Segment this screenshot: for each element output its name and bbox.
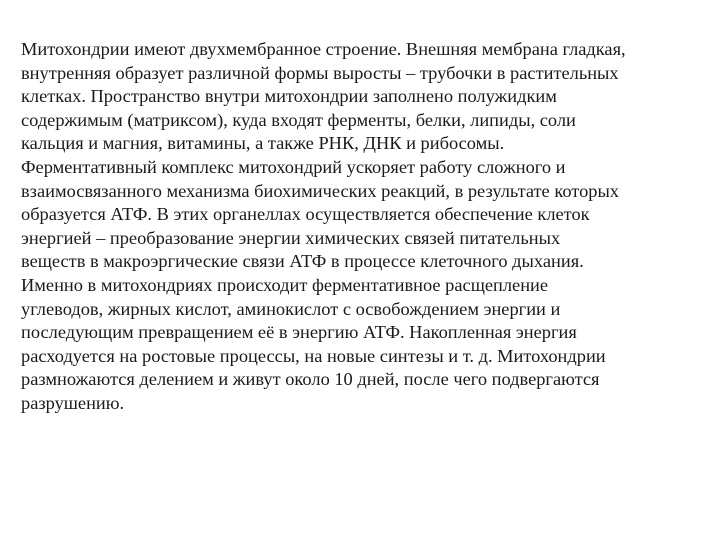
text-line: внутренняя образует различной формы выросты – трубочки в растительных bbox=[21, 62, 619, 83]
text-line: образуется АТФ. В этих органеллах осуществляется обеспечение клеток bbox=[21, 204, 590, 225]
text-line: взаимосвязанного механизма биохимических реакций, в результате которых bbox=[21, 180, 620, 201]
text-line: разрушению. bbox=[21, 392, 125, 413]
text-line: углеводов, жирных кислот, аминокислот с освобождением энергии и bbox=[21, 298, 561, 319]
text-line: Митохондрии имеют двухмембранное строение. Внешняя мембрана гладкая, bbox=[21, 39, 626, 59]
text-line: клетках. Пространство внутри митохондрии заполнено полужидким bbox=[21, 86, 557, 107]
text-line: веществ в макроэргические связи АТФ в процессе клеточного дыхания. bbox=[21, 251, 584, 272]
text-line: размножаются делением и живут около 10 дней, после чего подвергаются bbox=[21, 369, 600, 390]
text-line: энергией – преобразование энергии химических связей питательных bbox=[21, 227, 561, 248]
text-line: Именно в митохондриях происходит ферментативное расщепление bbox=[21, 274, 549, 295]
text-line: содержимым (матриксом), куда входят ферменты, белки, липиды, соли bbox=[21, 109, 576, 130]
text-line: расходуется на ростовые процессы, на новые синтезы и т. д. Митохондрии bbox=[21, 345, 606, 366]
body-paragraph bbox=[21, 38, 701, 416]
text-line: последующим превращением её в энергию АТФ. Накопленная энергия bbox=[21, 322, 577, 343]
text-line: кальция и магния, витамины, а также РНК, ДНК и рибосомы. bbox=[21, 133, 505, 154]
text-line: Ферментативный комплекс митохондрий ускоряет работу сложного и bbox=[21, 156, 566, 177]
